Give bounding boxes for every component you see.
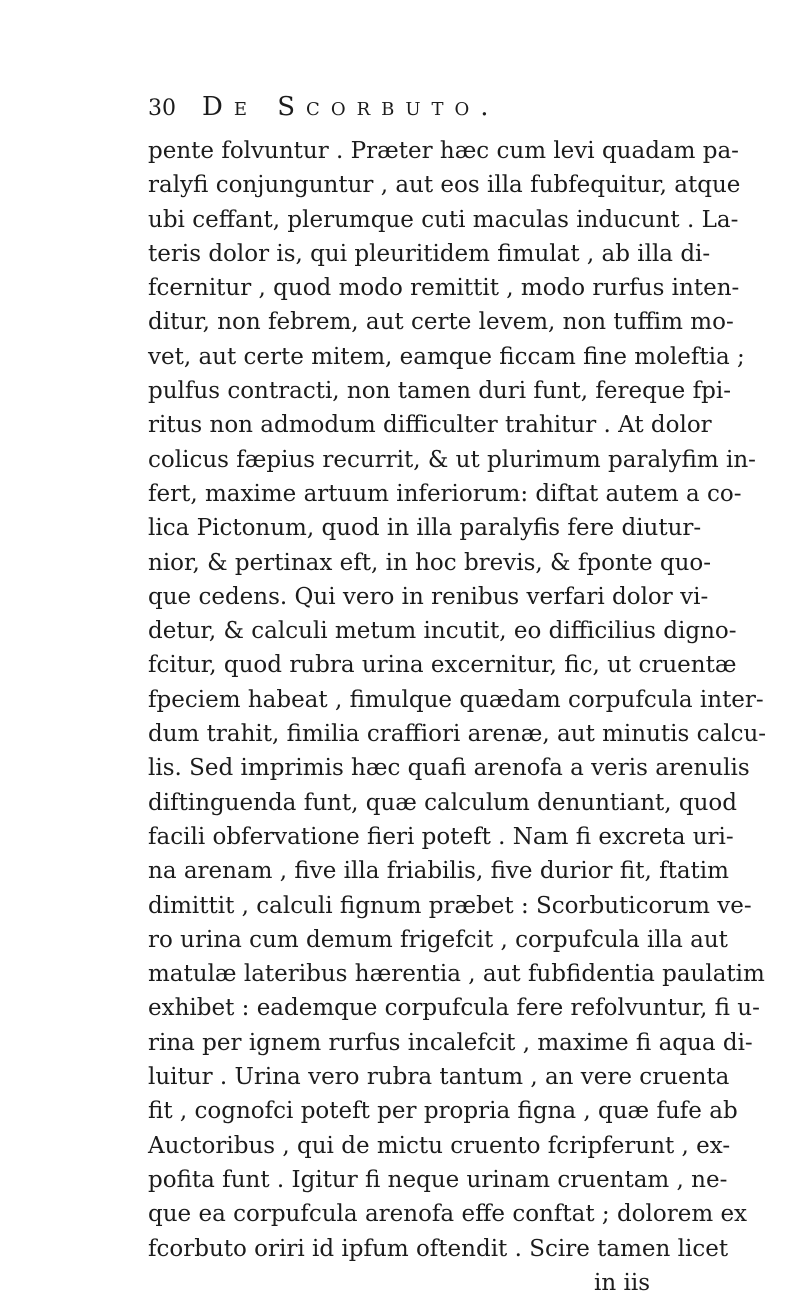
text-line: fcorbuto oriri id ipfum oftendit . Scire tamen licet [148,1235,729,1262]
catchword: in iis [594,1269,650,1296]
text-line: luitur . Urina vero rubra tantum , an vere cruenta [148,1064,730,1091]
text-line: rina per ignem rurfus incalefcit , maxime fi aqua di- [148,1029,753,1056]
text-line: vet, aut certe mitem, eamque ficcam fine moleftia ; [148,343,745,370]
running-title: De Scorbuto. [202,92,500,122]
text-line: fit , cognofci poteft per propria figna , quæ fufe ab [148,1098,738,1125]
text-line: exhibet : eademque corpufcula fere refolvuntur, fi u- [148,995,760,1022]
text-line: matulæ lateribus hærentia , aut fubfidentia paulatim [148,961,765,988]
text-line: pulfus contracti, non tamen duri funt, fereque fpi- [148,378,731,405]
text-line: facili obfervatione fieri poteft . Nam fi excreta uri- [148,823,734,850]
text-line: lis. Sed imprimis hæc quafi arenofa a veris arenulis [148,755,750,782]
text-line: fcitur, quod rubra urina excernitur, fic, ut cruentæ [148,652,737,679]
text-line: fpeciem habeat , fimulque quædam corpufcula inter- [148,686,764,713]
page-number: 30 [148,96,176,121]
text-line: pofita funt . Igitur fi neque urinam cruentam , ne- [148,1166,728,1193]
text-line: ditur, non febrem, aut certe levem, non tuffim mo- [148,309,734,336]
text-line: nior, & pertinax eft, in hoc brevis, & fponte quo- [148,549,712,576]
text-line: diftinguenda funt, quæ calculum denuntiant, quod [148,789,737,816]
text-line: ro urina cum demum frigefcit , corpufcula illa aut [148,926,728,953]
text-line: ritus non admodum difficulter trahitur . At dolor [148,412,712,439]
text-line: fert, maxime artuum inferiorum: diftat autem a co- [148,480,742,507]
text-line: fcernitur , quod modo remittit , modo rurfus inten- [148,275,740,302]
text-line: ubi ceffant, plerumque cuti maculas inducunt . La- [148,206,739,233]
text-line: dum trahit, fimilia craffiori arenæ, aut minutis calcu- [148,721,767,748]
running-head [148,92,500,128]
text-line: que cedens. Qui vero in renibus verfari dolor vi- [148,583,709,610]
text-line: dimittit , calculi fignum præbet : Scorbuticorum ve- [148,892,752,919]
text-line: que ea corpufcula arenofa effe conftat ; dolorem ex [148,1201,748,1228]
text-line: lica Pictonum, quod in illa paralyfis fere diutur- [148,515,702,542]
text-line: pente folvuntur . Præter hæc cum levi quadam pa- [148,138,739,164]
text-line: colicus fæpius recurrit, & ut plurimum paralyfim in- [148,446,756,473]
text-line: na arenam , five illa friabilis, five durior fit, ftatim [148,858,729,885]
text-line: teris dolor is, qui pleuritidem fimulat , ab illa di- [148,240,711,267]
text-line: ralyfi conjunguntur , aut eos illa fubfequitur, atque [148,172,741,199]
body-text [148,134,767,1300]
text-line: detur, & calculi metum incutit, eo difficilius digno- [148,618,737,645]
text-line: Auctoribus , qui de mictu cruento fcripferunt , ex- [148,1132,731,1159]
